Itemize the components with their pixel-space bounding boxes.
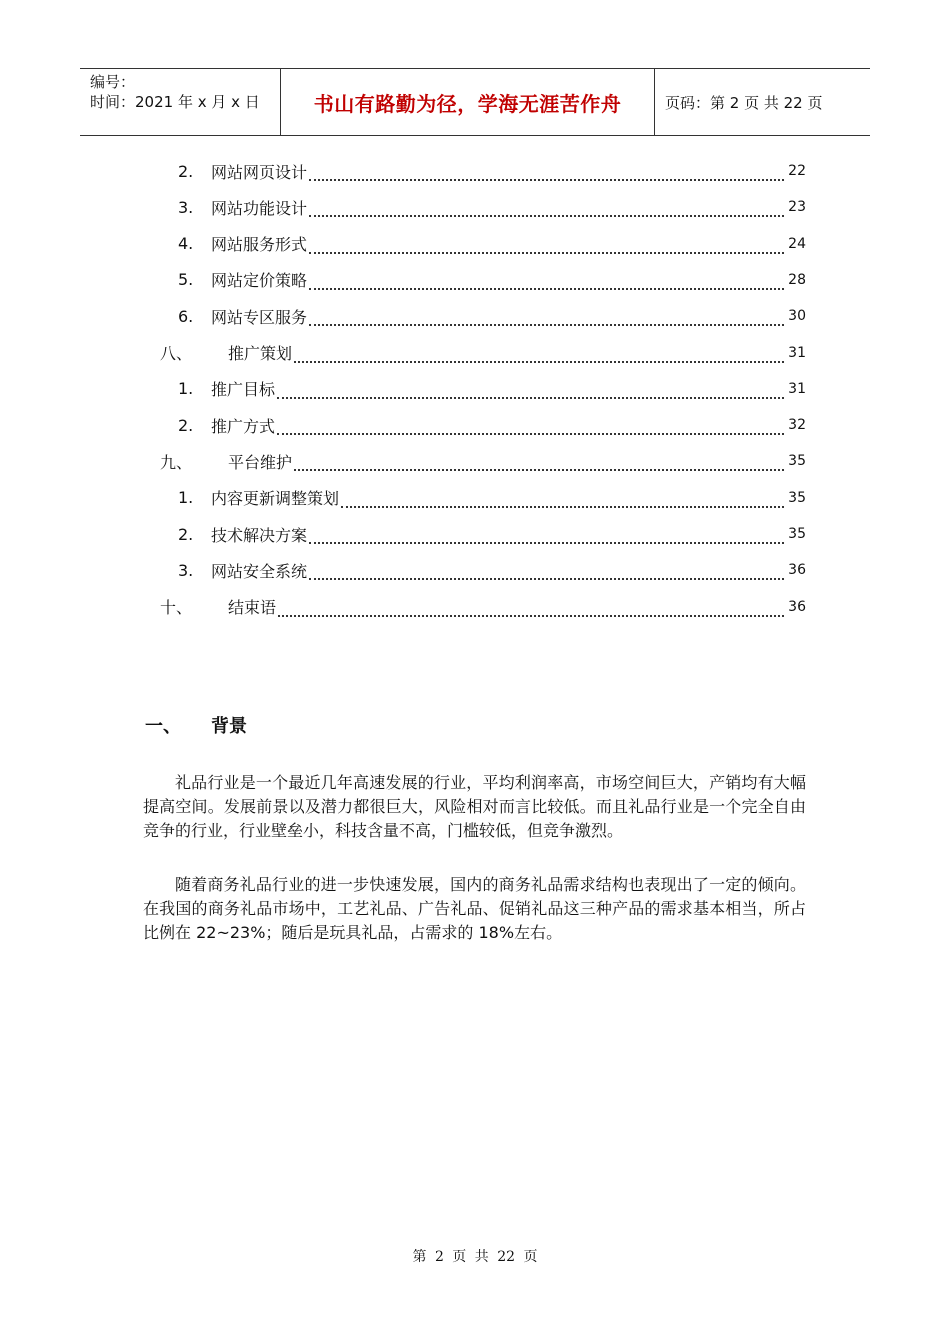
- toc-entry-page: 28: [788, 271, 806, 288]
- toc-entry[interactable]: [178, 262, 806, 298]
- toc-entry-number: 八、: [160, 344, 193, 363]
- toc-entry-title: 内容更新调整策划: [211, 489, 340, 509]
- toc-entry-title: 网站安全系统: [211, 561, 308, 581]
- toc-entry-title: 网站专区服务: [211, 307, 308, 327]
- toc-entry-title: 推广方式: [211, 416, 276, 436]
- toc-entry-title: 推广目标: [211, 380, 276, 400]
- toc-entry[interactable]: [178, 371, 806, 407]
- toc-entry[interactable]: [178, 516, 806, 552]
- toc-entry[interactable]: [178, 407, 806, 443]
- toc-entry-page: 35: [788, 489, 806, 506]
- toc-dot-leader: [309, 165, 784, 181]
- toc-entry[interactable]: [178, 226, 806, 262]
- toc-entry[interactable]: [160, 589, 806, 625]
- paragraph-2: 随着商务礼品行业的进一步快速发展，国内的商务礼品需求结构也表现出了一定的倾向。在我国的商务礼品市场中，工艺礼品、广告礼品、促销礼品这三种产品的需求基本相当，所占比例在 22~23%；随后是玩具礼品，占需求的 18%左右。: [143, 875, 806, 942]
- toc-dot-leader: [309, 528, 784, 544]
- toc-entry-page: 31: [788, 380, 806, 397]
- toc-entry[interactable]: [178, 480, 806, 516]
- toc-entry-number: 2.: [178, 524, 194, 544]
- toc-entry[interactable]: [160, 443, 806, 479]
- toc-entry-page: 35: [788, 453, 806, 470]
- toc-entry-title: 网站服务形式: [211, 235, 308, 255]
- toc-entry[interactable]: [178, 298, 806, 334]
- toc-entry[interactable]: [178, 189, 806, 225]
- toc-entry-page: 36: [788, 598, 806, 615]
- toc-entry[interactable]: [178, 552, 806, 588]
- toc-entry-page: 32: [788, 417, 806, 434]
- toc-entry[interactable]: [178, 153, 806, 189]
- toc-dot-leader: [309, 564, 784, 580]
- page-header: [80, 68, 870, 136]
- toc-entry-title: 网站定价策略: [211, 271, 308, 291]
- toc-dot-leader: [277, 383, 784, 399]
- toc-entry-title: 网站功能设计: [211, 198, 308, 218]
- toc-entry-number: 1.: [178, 379, 194, 399]
- toc-entry-title: 技术解决方案: [211, 525, 308, 545]
- section-number: 一、: [145, 716, 181, 737]
- section-heading: [145, 712, 247, 738]
- toc-entry[interactable]: [160, 335, 806, 371]
- toc-dot-leader: [278, 601, 784, 617]
- toc-dot-leader: [277, 419, 784, 435]
- toc-entry-page: 22: [788, 163, 806, 179]
- header-motto: 书山有路勤为径，学海无涯苦作舟: [281, 69, 655, 135]
- header-number-label: 编号：: [90, 73, 136, 91]
- toc-dot-leader: [309, 238, 784, 254]
- toc-entry-number: 九、: [160, 452, 193, 472]
- toc-entry-number: 5.: [178, 270, 194, 290]
- toc-entry-number: 十、: [160, 598, 193, 618]
- toc-entry-title: 网站网页设计: [211, 162, 308, 182]
- toc-entry-number: 3.: [178, 197, 194, 217]
- paragraph-1: 礼品行业是一个最近几年高速发展的行业，平均利润率高，市场空间巨大，产销均有大幅提高空间。发展前景以及潜力都很巨大，风险相对而言比较低。而且礼品行业是一个完全自由竞争的行业，行业壁垒小，科技含量不高，门槛较低，但竞争激烈。: [143, 773, 806, 840]
- toc-entry-number: 6.: [178, 306, 194, 326]
- toc-dot-leader: [309, 274, 784, 290]
- toc-entry-title: 结束语: [228, 598, 277, 618]
- header-time-label: 时间：2021 年 x 月 x 日: [90, 93, 260, 111]
- toc-entry-page: 23: [788, 199, 806, 216]
- header-meta: [80, 69, 281, 135]
- toc-dot-leader: [294, 455, 784, 471]
- section-title: 背景: [211, 716, 247, 737]
- page-footer: 第 2 页 共 22 页: [412, 1249, 538, 1265]
- toc-dot-leader: [294, 347, 784, 363]
- toc-entry-page: 31: [788, 344, 806, 361]
- toc-entry-number: 1.: [178, 488, 194, 508]
- toc-dot-leader: [341, 492, 784, 508]
- toc-entry-page: 24: [788, 235, 806, 252]
- toc-entry-number: 2.: [178, 161, 194, 181]
- toc-entry-number: 4.: [178, 234, 194, 254]
- toc-entry-page: 36: [788, 562, 806, 579]
- toc-entry-page: 35: [788, 526, 806, 542]
- toc-dot-leader: [309, 201, 784, 217]
- toc-entry-number: 2.: [178, 415, 194, 435]
- toc-dot-leader: [309, 310, 784, 326]
- header-page-info: 页码：第 2 页 共 22 页: [665, 93, 823, 112]
- toc-entry-number: 3.: [178, 560, 194, 580]
- toc-entry-page: 30: [788, 308, 806, 325]
- toc-entry-title: 推广策划: [228, 344, 293, 363]
- toc-entry-title: 平台维护: [228, 452, 293, 472]
